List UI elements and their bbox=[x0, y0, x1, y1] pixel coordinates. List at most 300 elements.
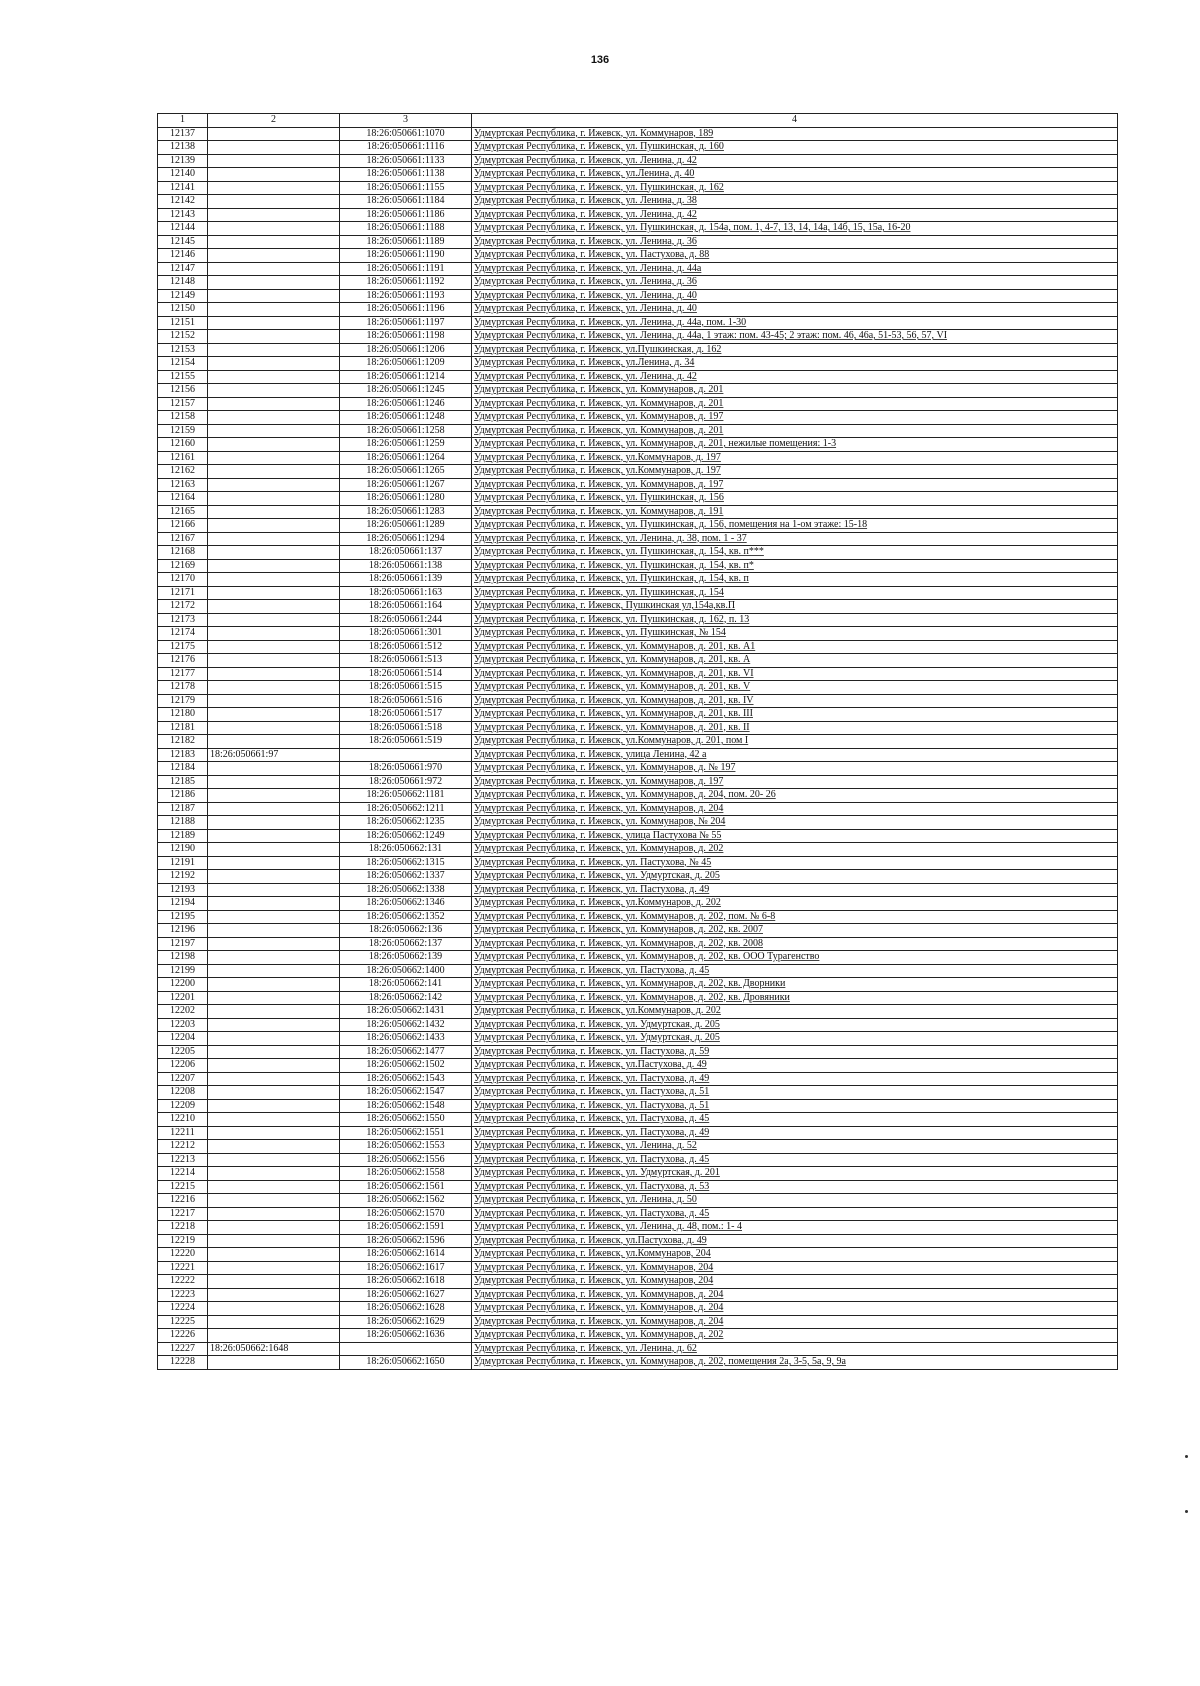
address-cell bbox=[472, 1329, 1118, 1343]
address-text: Удмуртская Республика, г. Ижевск, ул. Коммунаров, д. 191 bbox=[474, 505, 724, 517]
cadastral-number-col3-cell: 18:26:050661:514 bbox=[340, 667, 472, 681]
cadastral-number-col2-cell bbox=[208, 667, 340, 681]
address-cell bbox=[472, 910, 1118, 924]
address-cell bbox=[472, 924, 1118, 938]
address-text: Удмуртская Республика, г. Ижевск, ул. Пастухова, д. 88 bbox=[474, 249, 710, 260]
cadastral-number-col3-cell: 18:26:050661:1197 bbox=[340, 316, 472, 330]
address-text: Удмуртская Республика, г. Ижевск, ул. Коммунаров, д. 201, кв. III bbox=[474, 708, 753, 719]
table-row bbox=[158, 1180, 1118, 1194]
cadastral-number-col3-cell: 18:26:050661:1264 bbox=[340, 451, 472, 465]
row-number-cell: 12214 bbox=[158, 1167, 208, 1181]
address-text: Удмуртская Республика, г. Ижевск, ул. Пастухова, № 45 bbox=[474, 856, 712, 868]
cadastral-number-col3-cell: 18:26:050661:1196 bbox=[340, 303, 472, 317]
cadastral-number-col2-cell bbox=[208, 1072, 340, 1086]
cadastral-number-col2-cell bbox=[208, 1153, 340, 1167]
row-number-cell: 12227 bbox=[158, 1342, 208, 1356]
cadastral-number-col3-cell: 18:26:050661:1294 bbox=[340, 532, 472, 546]
table-row bbox=[158, 586, 1118, 600]
column-header-2: 2 bbox=[208, 114, 340, 128]
address-text: Удмуртская Республика, г. Ижевск, ул. Ленина, д. 42 bbox=[474, 154, 697, 166]
table-row bbox=[158, 748, 1118, 762]
cadastral-number-col2-cell bbox=[208, 1126, 340, 1140]
cadastral-number-col2-cell bbox=[208, 1329, 340, 1343]
cadastral-number-col2-cell bbox=[208, 1059, 340, 1073]
address-cell bbox=[472, 235, 1118, 249]
row-number-cell: 12183 bbox=[158, 748, 208, 762]
table-row bbox=[158, 681, 1118, 695]
table-row bbox=[158, 505, 1118, 519]
address-cell bbox=[472, 1167, 1118, 1181]
table-row bbox=[158, 1302, 1118, 1316]
row-number-cell: 12162 bbox=[158, 465, 208, 479]
table-row bbox=[158, 735, 1118, 749]
table-row bbox=[158, 1315, 1118, 1329]
address-cell bbox=[472, 883, 1118, 897]
cadastral-number-col3-cell: 18:26:050661:1265 bbox=[340, 465, 472, 479]
table-row bbox=[158, 1113, 1118, 1127]
cadastral-number-col3-cell bbox=[340, 1342, 472, 1356]
address-text: Удмуртская Республика, г. Ижевск, ул. Коммунаров, д. 202 bbox=[474, 1329, 724, 1340]
address-cell bbox=[472, 991, 1118, 1005]
cadastral-number-col3-cell: 18:26:050661:1116 bbox=[340, 141, 472, 155]
row-number-cell: 12193 bbox=[158, 883, 208, 897]
address-text: Удмуртская Республика, г. Ижевск, ул. Ленина, д. 52 bbox=[474, 1140, 697, 1151]
table-row bbox=[158, 721, 1118, 735]
cadastral-number-col3-cell: 18:26:050661:1133 bbox=[340, 154, 472, 168]
address-cell bbox=[472, 978, 1118, 992]
address-cell bbox=[472, 411, 1118, 425]
address-text: Удмуртская Республика, г. Ижевск, ул. Ленина, д. 48, пом.: 1- 4 bbox=[474, 1221, 742, 1232]
table-row bbox=[158, 1045, 1118, 1059]
row-number-cell: 12205 bbox=[158, 1045, 208, 1059]
table-row bbox=[158, 424, 1118, 438]
cadastral-number-col2-cell bbox=[208, 519, 340, 533]
address-text: Удмуртская Республика, г. Ижевск, ул. Коммунаров, д. 201, нежилые помещения: 1-3 bbox=[474, 438, 837, 449]
cadastral-number-col2-cell bbox=[208, 397, 340, 411]
table-row bbox=[158, 1167, 1118, 1181]
address-cell bbox=[472, 1248, 1118, 1262]
cadastral-number-col3-cell: 18:26:050661:518 bbox=[340, 721, 472, 735]
cadastral-number-col3-cell: 18:26:050662:1249 bbox=[340, 829, 472, 843]
column-header-4: 4 bbox=[472, 114, 1118, 128]
table-row bbox=[158, 600, 1118, 614]
table-row bbox=[158, 1356, 1118, 1370]
cadastral-number-col2-cell bbox=[208, 1221, 340, 1235]
row-number-cell: 12159 bbox=[158, 424, 208, 438]
table-row bbox=[158, 762, 1118, 776]
cadastral-number-col2-cell bbox=[208, 1086, 340, 1100]
row-number-cell: 12173 bbox=[158, 613, 208, 627]
address-text: Удмуртская Республика, г. Ижевск, ул. Ленина, д. 38 bbox=[474, 195, 697, 206]
cadastral-number-col2-cell bbox=[208, 856, 340, 870]
row-number-cell: 12155 bbox=[158, 370, 208, 384]
scan-speck bbox=[1185, 1510, 1188, 1513]
table-row bbox=[158, 330, 1118, 344]
cadastral-number-col2-cell bbox=[208, 168, 340, 182]
row-number-cell: 12222 bbox=[158, 1275, 208, 1289]
table-row bbox=[158, 816, 1118, 830]
cadastral-number-col2-cell bbox=[208, 289, 340, 303]
row-number-cell: 12215 bbox=[158, 1180, 208, 1194]
address-cell bbox=[472, 856, 1118, 870]
table-row bbox=[158, 829, 1118, 843]
table-row bbox=[158, 546, 1118, 560]
row-number-cell: 12156 bbox=[158, 384, 208, 398]
cadastral-number-col2-cell bbox=[208, 1275, 340, 1289]
cadastral-number-col2-cell bbox=[208, 789, 340, 803]
row-number-cell: 12146 bbox=[158, 249, 208, 263]
cadastral-number-col3-cell: 18:26:050662:137 bbox=[340, 937, 472, 951]
address-cell bbox=[472, 1315, 1118, 1329]
table-row bbox=[158, 1018, 1118, 1032]
row-number-cell: 12158 bbox=[158, 411, 208, 425]
address-cell bbox=[472, 721, 1118, 735]
cadastral-number-col2-cell bbox=[208, 1140, 340, 1154]
cadastral-number-col2-cell bbox=[208, 141, 340, 155]
row-number-cell: 12143 bbox=[158, 208, 208, 222]
address-text: Удмуртская Республика, г. Ижевск, ул. Коммунаров, д. 201, кв. VI bbox=[474, 667, 754, 679]
cadastral-number-col2-cell bbox=[208, 222, 340, 236]
cadastral-number-col3-cell: 18:26:050662:1551 bbox=[340, 1126, 472, 1140]
row-number-cell: 12144 bbox=[158, 222, 208, 236]
table-row bbox=[158, 937, 1118, 951]
row-number-cell: 12152 bbox=[158, 330, 208, 344]
cadastral-number-col3-cell: 18:26:050661:515 bbox=[340, 681, 472, 695]
row-number-cell: 12175 bbox=[158, 640, 208, 654]
table-row bbox=[158, 991, 1118, 1005]
page-number: 136 bbox=[590, 54, 610, 66]
address-text: Удмуртская Республика, г. Ижевск, ул. Коммунаров, д. 201, кв. IV bbox=[474, 694, 754, 706]
address-text: Удмуртская Республика, г. Ижевск, ул. Пушкинская, № 154 bbox=[474, 627, 726, 638]
table-row bbox=[158, 856, 1118, 870]
cadastral-number-col2-cell bbox=[208, 384, 340, 398]
cadastral-number-col3-cell: 18:26:050662:1556 bbox=[340, 1153, 472, 1167]
address-text: Удмуртская Республика, г. Ижевск, улица Пастухова № 55 bbox=[474, 829, 722, 841]
address-text: Удмуртская Республика, г. Ижевск, ул. Пастухова, д. 45 bbox=[474, 1113, 710, 1124]
cadastral-number-col2-cell bbox=[208, 127, 340, 141]
address-text: Удмуртская Республика, г. Ижевск, ул. Пушкинская, д. 156, помещения на 1-ом этаже: 15-18 bbox=[474, 519, 868, 530]
row-number-cell: 12151 bbox=[158, 316, 208, 330]
cadastral-number-col2-cell bbox=[208, 424, 340, 438]
cadastral-number-col2-cell bbox=[208, 1045, 340, 1059]
address-text: Удмуртская Республика, г. Ижевск, ул. Ленина, д. 44а, 1 этаж: пом. 43-45; 2 этаж: пом. 46, 46а, 51-53, 56, 57, VI bbox=[474, 330, 948, 341]
address-cell bbox=[472, 802, 1118, 816]
address-text: Удмуртская Республика, г. Ижевск, ул. Пушкинская, д. 154а, пом. 1, 4-7, 13, 14, 14а, 14б, 15, 15а, 16-20 bbox=[474, 222, 911, 233]
table-row bbox=[158, 708, 1118, 722]
table-row bbox=[158, 640, 1118, 654]
address-text: Удмуртская Республика, г. Ижевск, ул. Коммунаров, д. 201 bbox=[474, 397, 724, 409]
cadastral-number-col3-cell: 18:26:050662:131 bbox=[340, 843, 472, 857]
table-row bbox=[158, 1086, 1118, 1100]
address-cell bbox=[472, 708, 1118, 722]
address-text: Удмуртская Республика, г. Ижевск, ул. Ленина, д. 50 bbox=[474, 1194, 697, 1205]
table-row bbox=[158, 1005, 1118, 1019]
cadastral-number-col3-cell: 18:26:050662:1591 bbox=[340, 1221, 472, 1235]
row-number-cell: 12148 bbox=[158, 276, 208, 290]
table-row bbox=[158, 465, 1118, 479]
row-number-cell: 12180 bbox=[158, 708, 208, 722]
row-number-cell: 12154 bbox=[158, 357, 208, 371]
address-text: Удмуртская Республика, г. Ижевск, ул.Ленина, д. 34 bbox=[474, 357, 695, 368]
address-cell bbox=[472, 762, 1118, 776]
row-number-cell: 12168 bbox=[158, 546, 208, 560]
cadastral-number-col3-cell: 18:26:050662:1346 bbox=[340, 897, 472, 911]
row-number-cell: 12171 bbox=[158, 586, 208, 600]
row-number-cell: 12182 bbox=[158, 735, 208, 749]
table-row bbox=[158, 627, 1118, 641]
row-number-cell: 12137 bbox=[158, 127, 208, 141]
row-number-cell: 12178 bbox=[158, 681, 208, 695]
cadastral-number-col3-cell: 18:26:050661:164 bbox=[340, 600, 472, 614]
cadastral-number-col3-cell: 18:26:050662:1315 bbox=[340, 856, 472, 870]
registry-table bbox=[157, 113, 1118, 1370]
address-cell bbox=[472, 1302, 1118, 1316]
cadastral-number-col3-cell: 18:26:050661:1070 bbox=[340, 127, 472, 141]
row-number-cell: 12217 bbox=[158, 1207, 208, 1221]
address-cell bbox=[472, 127, 1118, 141]
cadastral-number-col2-cell bbox=[208, 1099, 340, 1113]
row-number-cell: 12139 bbox=[158, 154, 208, 168]
row-number-cell: 12212 bbox=[158, 1140, 208, 1154]
address-text: Удмуртская Республика, г. Ижевск, улица Ленина, 42 а bbox=[474, 748, 707, 760]
address-cell bbox=[472, 573, 1118, 587]
row-number-cell: 12153 bbox=[158, 343, 208, 357]
cadastral-number-col2-cell bbox=[208, 492, 340, 506]
cadastral-number-col3-cell: 18:26:050661:1138 bbox=[340, 168, 472, 182]
cadastral-number-col3-cell: 18:26:050662:142 bbox=[340, 991, 472, 1005]
cadastral-number-col2-cell bbox=[208, 694, 340, 708]
cadastral-number-col3-cell: 18:26:050661:1191 bbox=[340, 262, 472, 276]
table-row bbox=[158, 870, 1118, 884]
address-text: Удмуртская Республика, г. Ижевск, ул. Пушкинская, д. 160 bbox=[474, 141, 724, 152]
row-number-cell: 12186 bbox=[158, 789, 208, 803]
address-text: Удмуртская Республика, г. Ижевск, ул. Коммунаров, д. 201, кв. А bbox=[474, 654, 751, 665]
address-text: Удмуртская Республика, г. Ижевск, ул. Коммунаров, д. 201, кв. II bbox=[474, 721, 750, 733]
row-number-cell: 12164 bbox=[158, 492, 208, 506]
address-text: Удмуртская Республика, г. Ижевск, ул. Ленина, д. 42 bbox=[474, 370, 697, 382]
cadastral-number-col3-cell: 18:26:050661:1184 bbox=[340, 195, 472, 209]
table-header-row bbox=[158, 114, 1118, 128]
cadastral-number-col3-cell: 18:26:050661:1190 bbox=[340, 249, 472, 263]
table-row bbox=[158, 316, 1118, 330]
cadastral-number-col3-cell: 18:26:050661:970 bbox=[340, 762, 472, 776]
cadastral-number-col3-cell: 18:26:050661:301 bbox=[340, 627, 472, 641]
address-cell bbox=[472, 694, 1118, 708]
cadastral-number-col3-cell: 18:26:050662:1627 bbox=[340, 1288, 472, 1302]
address-cell bbox=[472, 1032, 1118, 1046]
address-cell bbox=[472, 168, 1118, 182]
cadastral-number-col3-cell: 18:26:050662:1650 bbox=[340, 1356, 472, 1370]
row-number-cell: 12160 bbox=[158, 438, 208, 452]
cadastral-number-col3-cell: 18:26:050661:519 bbox=[340, 735, 472, 749]
address-cell bbox=[472, 1356, 1118, 1370]
address-cell bbox=[472, 370, 1118, 384]
table-row bbox=[158, 289, 1118, 303]
address-cell bbox=[472, 208, 1118, 222]
cadastral-number-col3-cell: 18:26:050661:1189 bbox=[340, 235, 472, 249]
address-text: Удмуртская Республика, г. Ижевск, ул. Коммунаров, д. 202, кв. 2007 bbox=[474, 924, 763, 935]
address-text: Удмуртская Республика, г. Ижевск, ул.Коммунаров, д. 202 bbox=[474, 897, 721, 908]
table-row bbox=[158, 492, 1118, 506]
cadastral-number-col3-cell: 18:26:050662:1547 bbox=[340, 1086, 472, 1100]
cadastral-number-col3-cell: 18:26:050661:1192 bbox=[340, 276, 472, 290]
cadastral-number-col2-cell bbox=[208, 843, 340, 857]
address-text: Удмуртская Республика, г. Ижевск, Пушкинская ул,154а,кв.П bbox=[474, 600, 736, 611]
row-number-cell: 12203 bbox=[158, 1018, 208, 1032]
table-row bbox=[158, 654, 1118, 668]
address-cell bbox=[472, 505, 1118, 519]
cadastral-number-col2-cell bbox=[208, 370, 340, 384]
cadastral-number-col2-cell bbox=[208, 411, 340, 425]
cadastral-number-col3-cell: 18:26:050661:1283 bbox=[340, 505, 472, 519]
scan-speck bbox=[1185, 1455, 1188, 1458]
address-cell bbox=[472, 951, 1118, 965]
table-row bbox=[158, 1248, 1118, 1262]
address-text: Удмуртская Республика, г. Ижевск, ул. Коммунаров, д. 197 bbox=[474, 775, 724, 787]
column-header-3: 3 bbox=[340, 114, 472, 128]
cadastral-number-col3-cell: 18:26:050662:1433 bbox=[340, 1032, 472, 1046]
row-number-cell: 12190 bbox=[158, 843, 208, 857]
address-cell bbox=[472, 1018, 1118, 1032]
cadastral-number-col2-cell bbox=[208, 1167, 340, 1181]
address-text: Удмуртская Республика, г. Ижевск, ул. Коммунаров, д. 202, кв. Дворники bbox=[474, 978, 786, 989]
address-text: Удмуртская Республика, г. Ижевск, ул.Коммунаров, 204 bbox=[474, 1248, 711, 1259]
row-number-cell: 12176 bbox=[158, 654, 208, 668]
address-cell bbox=[472, 1275, 1118, 1289]
cadastral-number-col2-cell bbox=[208, 154, 340, 168]
cadastral-number-col3-cell: 18:26:050661:1188 bbox=[340, 222, 472, 236]
address-text: Удмуртская Республика, г. Ижевск, ул. Пастухова, д. 45 bbox=[474, 1153, 710, 1165]
address-cell bbox=[472, 1194, 1118, 1208]
row-number-cell: 12196 bbox=[158, 924, 208, 938]
cadastral-number-col3-cell: 18:26:050661:1245 bbox=[340, 384, 472, 398]
address-cell bbox=[472, 1180, 1118, 1194]
cadastral-number-col3-cell: 18:26:050662:1352 bbox=[340, 910, 472, 924]
table-row bbox=[158, 1288, 1118, 1302]
cadastral-number-col3-cell: 18:26:050661:972 bbox=[340, 775, 472, 789]
cadastral-number-col2-cell bbox=[208, 721, 340, 735]
address-text: Удмуртская Республика, г. Ижевск, ул. Коммунаров, д. 202, кв. ООО Турагенство bbox=[474, 951, 820, 962]
cadastral-number-col2-cell bbox=[208, 708, 340, 722]
cadastral-number-col2-cell bbox=[208, 910, 340, 924]
row-number-cell: 12165 bbox=[158, 505, 208, 519]
cadastral-number-col2-cell bbox=[208, 249, 340, 263]
cadastral-number-col3-cell: 18:26:050662:139 bbox=[340, 951, 472, 965]
cadastral-number-col2-cell bbox=[208, 775, 340, 789]
row-number-cell: 12145 bbox=[158, 235, 208, 249]
address-text: Удмуртская Республика, г. Ижевск, ул. Ленина, д. 40 bbox=[474, 303, 697, 314]
row-number-cell: 12181 bbox=[158, 721, 208, 735]
row-number-cell: 12147 bbox=[158, 262, 208, 276]
row-number-cell: 12211 bbox=[158, 1126, 208, 1140]
address-text: Удмуртская Республика, г. Ижевск, ул. Коммунаров, д. 201, кв. А1 bbox=[474, 640, 756, 652]
cadastral-number-col3-cell: 18:26:050662:1628 bbox=[340, 1302, 472, 1316]
address-cell bbox=[472, 222, 1118, 236]
row-number-cell: 12218 bbox=[158, 1221, 208, 1235]
address-text: Удмуртская Республика, г. Ижевск, ул. Коммунаров, д. 204 bbox=[474, 1315, 724, 1327]
cadastral-number-col3-cell: 18:26:050662:1337 bbox=[340, 870, 472, 884]
cadastral-number-col3-cell: 18:26:050662:1618 bbox=[340, 1275, 472, 1289]
row-number-cell: 12166 bbox=[158, 519, 208, 533]
cadastral-number-col3-cell: 18:26:050661:137 bbox=[340, 546, 472, 560]
table-row bbox=[158, 384, 1118, 398]
row-number-cell: 12202 bbox=[158, 1005, 208, 1019]
address-text: Удмуртская Республика, г. Ижевск, ул.Коммунаров, д. 197 bbox=[474, 465, 721, 476]
table-row bbox=[158, 168, 1118, 182]
row-number-cell: 12177 bbox=[158, 667, 208, 681]
cadastral-number-col2-cell bbox=[208, 991, 340, 1005]
row-number-cell: 12216 bbox=[158, 1194, 208, 1208]
cadastral-number-col2-cell bbox=[208, 438, 340, 452]
address-cell bbox=[472, 451, 1118, 465]
address-cell bbox=[472, 937, 1118, 951]
address-text: Удмуртская Республика, г. Ижевск, ул. Пастухова, д. 59 bbox=[474, 1045, 710, 1057]
row-number-cell: 12140 bbox=[158, 168, 208, 182]
cadastral-number-col3-cell: 18:26:050662:1617 bbox=[340, 1261, 472, 1275]
address-cell bbox=[472, 357, 1118, 371]
cadastral-number-col2-cell bbox=[208, 870, 340, 884]
address-text: Удмуртская Республика, г. Ижевск, ул. Коммунаров, д. 202, пом. № 6-8 bbox=[474, 910, 776, 922]
cadastral-number-col2-cell bbox=[208, 586, 340, 600]
row-number-cell: 12208 bbox=[158, 1086, 208, 1100]
cadastral-number-col2-cell bbox=[208, 1207, 340, 1221]
cadastral-number-col2-cell bbox=[208, 1261, 340, 1275]
row-number-cell: 12169 bbox=[158, 559, 208, 573]
address-text: Удмуртская Республика, г. Ижевск, ул. Удмуртская, д. 205 bbox=[474, 870, 720, 881]
cadastral-number-col2-cell bbox=[208, 532, 340, 546]
address-cell bbox=[472, 816, 1118, 830]
cadastral-number-col2-cell bbox=[208, 1234, 340, 1248]
cadastral-number-col2-cell bbox=[208, 735, 340, 749]
address-text: Удмуртская Республика, г. Ижевск, ул. Коммунаров, д. 201 bbox=[474, 424, 724, 436]
address-text: Удмуртская Республика, г. Ижевск, ул. Коммунаров, 204 bbox=[474, 1261, 714, 1273]
address-cell bbox=[472, 1005, 1118, 1019]
table-row bbox=[158, 802, 1118, 816]
row-number-cell: 12188 bbox=[158, 816, 208, 830]
address-cell bbox=[472, 546, 1118, 560]
address-text: Удмуртская Республика, г. Ижевск, ул. Пастухова, д. 51 bbox=[474, 1086, 710, 1097]
cadastral-number-col2-cell bbox=[208, 964, 340, 978]
cadastral-number-col3-cell: 18:26:050661:517 bbox=[340, 708, 472, 722]
cadastral-number-col2-cell bbox=[208, 640, 340, 654]
address-text: Удмуртская Республика, г. Ижевск, ул.Пастухова, д. 49 bbox=[474, 1059, 707, 1070]
address-text: Удмуртская Республика, г. Ижевск, ул. Коммунаров, № 204 bbox=[474, 816, 726, 827]
address-text: Удмуртская Республика, г. Ижевск, ул. Коммунаров, д. 204 bbox=[474, 1288, 724, 1300]
table-row bbox=[158, 235, 1118, 249]
table-row bbox=[158, 1194, 1118, 1208]
address-cell bbox=[472, 1261, 1118, 1275]
address-cell bbox=[472, 1126, 1118, 1140]
cadastral-number-col2-cell bbox=[208, 1288, 340, 1302]
address-cell bbox=[472, 1045, 1118, 1059]
row-number-cell: 12174 bbox=[158, 627, 208, 641]
table-row bbox=[158, 843, 1118, 857]
address-cell bbox=[472, 384, 1118, 398]
row-number-cell: 12172 bbox=[158, 600, 208, 614]
table-row bbox=[158, 303, 1118, 317]
table-row bbox=[158, 249, 1118, 263]
address-text: Удмуртская Республика, г. Ижевск, ул. Ленина, д. 62 bbox=[474, 1342, 697, 1354]
address-text: Удмуртская Республика, г. Ижевск, ул. Ленина, д. 40 bbox=[474, 289, 697, 301]
table-row bbox=[158, 222, 1118, 236]
cadastral-number-col2-cell bbox=[208, 559, 340, 573]
address-text: Удмуртская Республика, г. Ижевск, ул.Ленина, д. 40 bbox=[474, 168, 695, 179]
table-row bbox=[158, 1342, 1118, 1356]
cadastral-number-col2-cell bbox=[208, 1005, 340, 1019]
row-number-cell: 12157 bbox=[158, 397, 208, 411]
address-text: Удмуртская Республика, г. Ижевск, ул. Пушкинская, д. 154, кв. п*** bbox=[474, 546, 764, 557]
address-cell bbox=[472, 843, 1118, 857]
